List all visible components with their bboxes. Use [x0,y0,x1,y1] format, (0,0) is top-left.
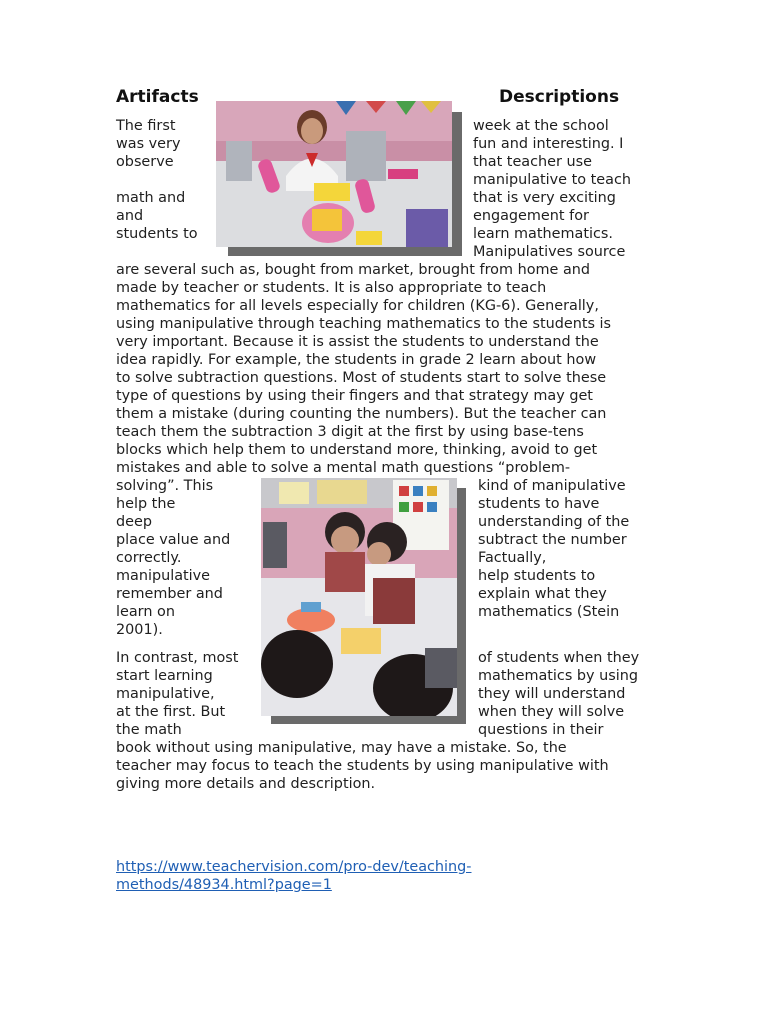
text-line: place value and [116,532,231,548]
photo-students-working-at-table [261,478,457,716]
text-line: to solve subtraction questions. Most of students start to solve these [116,370,607,386]
text-line: mistakes and able to solve a mental math questions “problem- [116,460,571,476]
text-line: manipulative, [116,686,215,702]
text-line: type of questions by using their fingers and that strategy may get [116,388,593,404]
text-line: using manipulative through teaching mathematics to the students is [116,316,612,332]
text-line: 2001). [116,622,163,638]
text-line: that is very exciting [473,190,616,206]
text-line: help the [116,496,176,512]
text-line: In contrast, most [116,650,239,666]
text-line: correctly. [116,550,182,566]
classroom-photo-1-icon [216,101,452,247]
text-line: mathematics by using [478,668,639,684]
text-line: help students to [478,568,596,584]
text-line: students to [116,226,198,242]
text-line: Factually, [478,550,547,566]
text-line: week at the school [473,118,609,134]
reference-link-line-1[interactable]: https://www.teachervision.com/pro-dev/teaching- [116,859,472,875]
text-line: subtract the number [478,532,627,548]
text-line: the math [116,722,182,738]
text-line: at the first. But [116,704,226,720]
text-line: start learning [116,668,213,684]
text-line: blocks which help them to understand more, thinking, avoid to get [116,442,598,458]
text-line: learn mathematics. [473,226,613,242]
artifacts-heading: Artifacts [116,87,199,107]
text-line: are several such as, bought from market, brought from home and [116,262,591,278]
text-line: them a mistake (during counting the numbers). But the teacher can [116,406,607,422]
text-line: kind of manipulative [478,478,626,494]
reference-link-line-2[interactable]: methods/48934.html?page=1 [116,877,332,893]
text-line: of students when they [478,650,640,666]
text-line: teacher may focus to teach the students by using manipulative with [116,758,609,774]
text-line: teach them the subtraction 3 digit at the first by using base-tens [116,424,584,440]
text-line: manipulative to teach [473,172,631,188]
text-line: fun and interesting. I [473,136,624,152]
classroom-photo-2-icon [261,478,457,716]
text-line: learn on [116,604,175,620]
text-line: giving more details and description. [116,776,376,792]
text-line: very important. Because it is assist the students to understand the [116,334,599,350]
text-line: mathematics for all levels especially for children (KG-6). Generally, [116,298,599,314]
photo-girl-with-manipulatives [216,101,452,247]
text-line: observe [116,154,174,170]
text-line: they will understand [478,686,626,702]
text-line: solving”. This [116,478,214,494]
text-line: manipulative [116,568,211,584]
text-line: mathematics (Stein [478,604,620,620]
text-line: explain what they [478,586,607,602]
text-line: book without using manipulative, may have a mistake. So, the [116,740,567,756]
text-line: The first [116,118,176,134]
text-line: remember and [116,586,223,602]
text-line: deep [116,514,152,530]
text-line: and [116,208,144,224]
text-line: was very [116,136,181,152]
text-line: Manipulatives source [473,244,626,260]
text-line: that teacher use [473,154,592,170]
text-line: students to have [478,496,600,512]
descriptions-heading: Descriptions [499,87,620,107]
text-line: idea rapidly. For example, the students in grade 2 learn about how [116,352,597,368]
text-line: questions in their [478,722,604,738]
text-line: when they will solve [478,704,625,720]
text-line: made by teacher or students. It is also appropriate to teach [116,280,547,296]
text-line: engagement for [473,208,589,224]
text-line: math and [116,190,186,206]
text-line: understanding of the [478,514,630,530]
